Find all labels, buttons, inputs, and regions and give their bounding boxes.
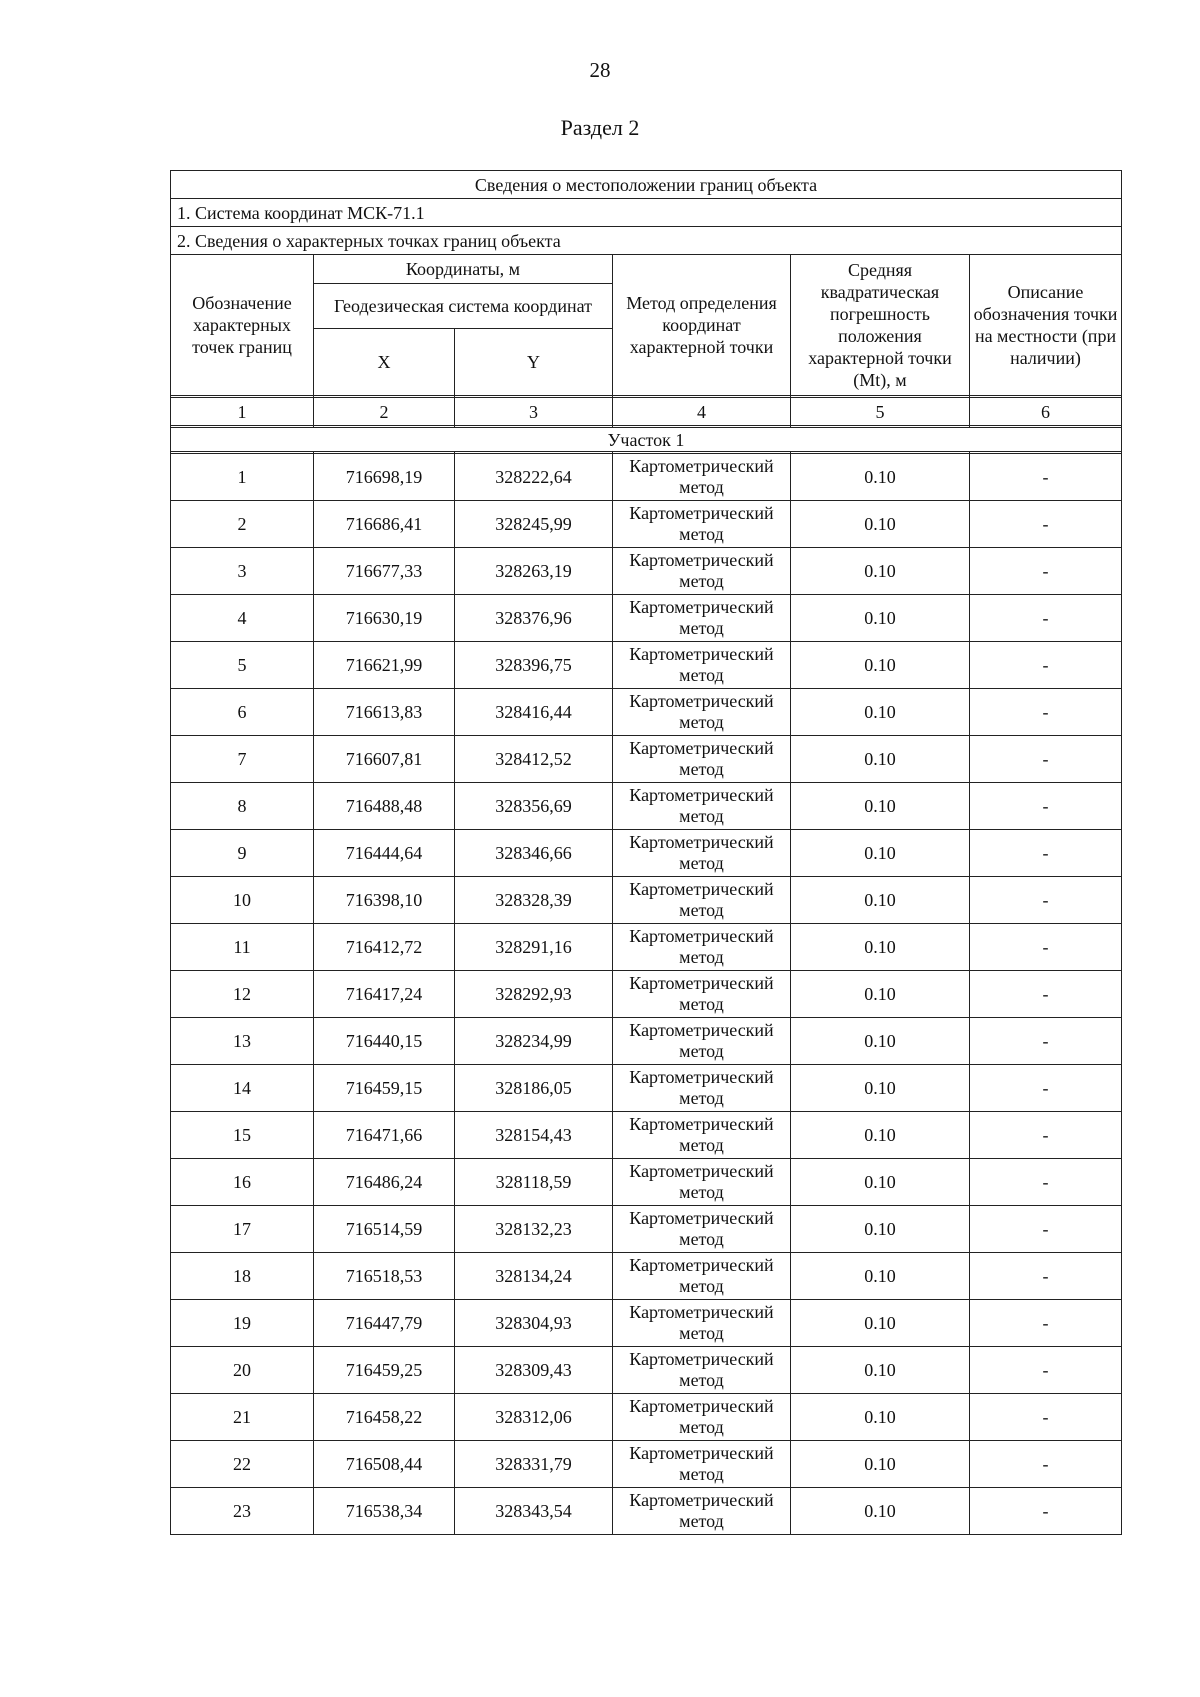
coord-y: 328291,16 — [455, 924, 613, 971]
table-row — [171, 1253, 1122, 1300]
description: - — [970, 877, 1122, 924]
page-number: 28 — [589, 58, 611, 82]
table-row — [171, 1347, 1122, 1394]
error-mt: 0.10 — [791, 501, 970, 548]
coord-y: 328309,43 — [455, 1347, 613, 1394]
coord-x: 716398,10 — [314, 877, 455, 924]
error-mt: 0.10 — [791, 1206, 970, 1253]
error-mt: 0.10 — [791, 1112, 970, 1159]
method — [613, 1488, 791, 1535]
coord-y: 328304,93 — [455, 1300, 613, 1347]
method — [613, 1065, 791, 1112]
point-number: 12 — [171, 971, 314, 1018]
error-mt: 0.10 — [791, 548, 970, 595]
header-description: Описание обозначения точки на местности (при наличии) — [970, 255, 1122, 396]
method-text: Картометрический метод — [629, 973, 774, 1014]
error-mt: 0.10 — [791, 1488, 970, 1535]
table-row — [171, 924, 1122, 971]
error-mt: 0.10 — [791, 736, 970, 783]
header-x: X — [314, 329, 455, 396]
coord-y: 328396,75 — [455, 642, 613, 689]
coord-y: 328331,79 — [455, 1441, 613, 1488]
method — [613, 1441, 791, 1488]
point-number: 8 — [171, 783, 314, 830]
coord-y: 328292,93 — [455, 971, 613, 1018]
coord-x: 716440,15 — [314, 1018, 455, 1065]
column-numbers-row — [171, 398, 1122, 426]
description: - — [970, 924, 1122, 971]
header-error: Средняя квадратическая погрешность положения характерной точки (Mt), м — [791, 255, 970, 396]
table-row — [171, 1300, 1122, 1347]
method — [613, 501, 791, 548]
point-number: 13 — [171, 1018, 314, 1065]
coord-x: 716412,72 — [314, 924, 455, 971]
description: - — [970, 1488, 1122, 1535]
error-mt: 0.10 — [791, 1065, 970, 1112]
coord-x: 716630,19 — [314, 595, 455, 642]
description: - — [970, 1065, 1122, 1112]
header-method: Метод определения координат характерной точки — [613, 255, 791, 396]
coord-x: 716518,53 — [314, 1253, 455, 1300]
error-mt: 0.10 — [791, 1018, 970, 1065]
boundary-points-table — [170, 170, 1122, 1535]
point-number: 20 — [171, 1347, 314, 1394]
method-text: Картометрический метод — [629, 1490, 774, 1531]
error-mt: 0.10 — [791, 924, 970, 971]
point-number: 11 — [171, 924, 314, 971]
method-text: Картометрический метод — [629, 832, 774, 873]
point-number: 21 — [171, 1394, 314, 1441]
coord-y: 328234,99 — [455, 1018, 613, 1065]
coord-y: 328134,24 — [455, 1253, 613, 1300]
method — [613, 1253, 791, 1300]
coord-y: 328222,64 — [455, 454, 613, 501]
table-title: Сведения о местоположении границ объекта — [171, 171, 1122, 199]
table-row — [171, 1488, 1122, 1535]
method-text: Картометрический метод — [629, 785, 774, 826]
coord-x: 716417,24 — [314, 971, 455, 1018]
error-mt: 0.10 — [791, 454, 970, 501]
point-number: 14 — [171, 1065, 314, 1112]
header-y: Y — [455, 329, 613, 396]
table-row — [171, 736, 1122, 783]
description: - — [970, 595, 1122, 642]
description: - — [970, 454, 1122, 501]
method — [613, 924, 791, 971]
coord-x: 716447,79 — [314, 1300, 455, 1347]
coord-x: 716538,34 — [314, 1488, 455, 1535]
table-row — [171, 548, 1122, 595]
column-number: 1 — [171, 398, 314, 426]
method-text: Картометрический метод — [629, 597, 774, 638]
table-row — [171, 501, 1122, 548]
method — [613, 1300, 791, 1347]
method-text: Картометрический метод — [629, 1302, 774, 1343]
coord-y: 328416,44 — [455, 689, 613, 736]
method-text: Картометрический метод — [629, 738, 774, 779]
table-row — [171, 454, 1122, 501]
coord-y: 328263,19 — [455, 548, 613, 595]
error-mt: 0.10 — [791, 595, 970, 642]
coord-x: 716686,41 — [314, 501, 455, 548]
coord-y: 328186,05 — [455, 1065, 613, 1112]
table-row — [171, 642, 1122, 689]
header-geodetic-system: Геодезическая система координат — [314, 284, 613, 329]
point-number: 23 — [171, 1488, 314, 1535]
coord-x: 716459,15 — [314, 1065, 455, 1112]
error-mt: 0.10 — [791, 642, 970, 689]
point-number: 2 — [171, 501, 314, 548]
table-row — [171, 1394, 1122, 1441]
error-mt: 0.10 — [791, 1441, 970, 1488]
table-row — [171, 877, 1122, 924]
coord-y: 328312,06 — [455, 1394, 613, 1441]
point-number: 16 — [171, 1159, 314, 1206]
method — [613, 1347, 791, 1394]
point-number: 19 — [171, 1300, 314, 1347]
point-number: 15 — [171, 1112, 314, 1159]
coord-x: 716677,33 — [314, 548, 455, 595]
method-text: Картометрический метод — [629, 1020, 774, 1061]
error-mt: 0.10 — [791, 1394, 970, 1441]
description: - — [970, 1253, 1122, 1300]
method — [613, 595, 791, 642]
method — [613, 1018, 791, 1065]
section-title: Раздел 2 — [560, 115, 640, 140]
plot-label: Участок 1 — [171, 428, 1122, 452]
coord-x: 716458,22 — [314, 1394, 455, 1441]
method-text: Картометрический метод — [629, 926, 774, 967]
method-text: Картометрический метод — [629, 1396, 774, 1437]
description: - — [970, 1112, 1122, 1159]
method-text: Картометрический метод — [629, 644, 774, 685]
table-row — [171, 689, 1122, 736]
error-mt: 0.10 — [791, 1159, 970, 1206]
method — [613, 1159, 791, 1206]
description: - — [970, 548, 1122, 595]
error-mt: 0.10 — [791, 971, 970, 1018]
method — [613, 736, 791, 783]
table-row — [171, 595, 1122, 642]
description: - — [970, 1206, 1122, 1253]
coord-y: 328346,66 — [455, 830, 613, 877]
method — [613, 642, 791, 689]
method — [613, 783, 791, 830]
coord-x: 716607,81 — [314, 736, 455, 783]
column-number: 3 — [455, 398, 613, 426]
point-number: 17 — [171, 1206, 314, 1253]
method — [613, 877, 791, 924]
method — [613, 454, 791, 501]
table-row — [171, 783, 1122, 830]
method-text: Картометрический метод — [629, 1067, 774, 1108]
coord-y: 328343,54 — [455, 1488, 613, 1535]
point-number: 10 — [171, 877, 314, 924]
method-text: Картометрический метод — [629, 1349, 774, 1390]
coord-y: 328376,96 — [455, 595, 613, 642]
description: - — [970, 1394, 1122, 1441]
method — [613, 689, 791, 736]
error-mt: 0.10 — [791, 830, 970, 877]
description: - — [970, 1300, 1122, 1347]
coord-y: 328132,23 — [455, 1206, 613, 1253]
description: - — [970, 830, 1122, 877]
coord-y: 328245,99 — [455, 501, 613, 548]
method-text: Картометрический метод — [629, 1443, 774, 1484]
table-row — [171, 1065, 1122, 1112]
method — [613, 1112, 791, 1159]
point-number: 6 — [171, 689, 314, 736]
method-text: Картометрический метод — [629, 1208, 774, 1249]
coord-x: 716621,99 — [314, 642, 455, 689]
points-section-title: 2. Сведения о характерных точках границ объекта — [171, 227, 1122, 255]
point-number: 4 — [171, 595, 314, 642]
method-text: Картометрический метод — [629, 550, 774, 591]
method — [613, 1206, 791, 1253]
table-row — [171, 1159, 1122, 1206]
table-row — [171, 1441, 1122, 1488]
header-designation: Обозначение характерных точек границ — [171, 255, 314, 396]
error-mt: 0.10 — [791, 1347, 970, 1394]
method-text: Картометрический метод — [629, 503, 774, 544]
coord-y: 328356,69 — [455, 783, 613, 830]
point-number: 5 — [171, 642, 314, 689]
description: - — [970, 501, 1122, 548]
coord-x: 716698,19 — [314, 454, 455, 501]
coord-y: 328118,59 — [455, 1159, 613, 1206]
coord-x: 716486,24 — [314, 1159, 455, 1206]
coord-x: 716444,64 — [314, 830, 455, 877]
column-number: 6 — [970, 398, 1122, 426]
error-mt: 0.10 — [791, 689, 970, 736]
description: - — [970, 736, 1122, 783]
coord-x: 716508,44 — [314, 1441, 455, 1488]
column-number: 4 — [613, 398, 791, 426]
error-mt: 0.10 — [791, 1300, 970, 1347]
column-number: 2 — [314, 398, 455, 426]
point-number: 1 — [171, 454, 314, 501]
coord-y: 328154,43 — [455, 1112, 613, 1159]
coord-y: 328412,52 — [455, 736, 613, 783]
method — [613, 548, 791, 595]
coord-x: 716514,59 — [314, 1206, 455, 1253]
coord-x: 716471,66 — [314, 1112, 455, 1159]
table-row — [171, 1018, 1122, 1065]
coord-x: 716459,25 — [314, 1347, 455, 1394]
method-text: Картометрический метод — [629, 1114, 774, 1155]
point-number: 9 — [171, 830, 314, 877]
method-text: Картометрический метод — [629, 1255, 774, 1296]
description: - — [970, 642, 1122, 689]
method-text: Картометрический метод — [629, 691, 774, 732]
coordinate-system: 1. Система координат МСК-71.1 — [171, 199, 1122, 227]
description: - — [970, 1441, 1122, 1488]
method — [613, 971, 791, 1018]
table-row — [171, 1206, 1122, 1253]
description: - — [970, 1018, 1122, 1065]
error-mt: 0.10 — [791, 783, 970, 830]
method — [613, 830, 791, 877]
description: - — [970, 1159, 1122, 1206]
point-number: 18 — [171, 1253, 314, 1300]
method-text: Картометрический метод — [629, 1161, 774, 1202]
method-text: Картометрический метод — [629, 456, 774, 497]
point-number: 3 — [171, 548, 314, 595]
table-row — [171, 1112, 1122, 1159]
point-number: 22 — [171, 1441, 314, 1488]
column-number: 5 — [791, 398, 970, 426]
error-mt: 0.10 — [791, 877, 970, 924]
coord-x: 716488,48 — [314, 783, 455, 830]
method — [613, 1394, 791, 1441]
coord-x: 716613,83 — [314, 689, 455, 736]
description: - — [970, 1347, 1122, 1394]
error-mt: 0.10 — [791, 1253, 970, 1300]
description: - — [970, 689, 1122, 736]
table-row — [171, 971, 1122, 1018]
description: - — [970, 971, 1122, 1018]
description: - — [970, 783, 1122, 830]
method-text: Картометрический метод — [629, 879, 774, 920]
point-number: 7 — [171, 736, 314, 783]
table-row — [171, 830, 1122, 877]
header-coordinates: Координаты, м — [314, 255, 613, 284]
coord-y: 328328,39 — [455, 877, 613, 924]
